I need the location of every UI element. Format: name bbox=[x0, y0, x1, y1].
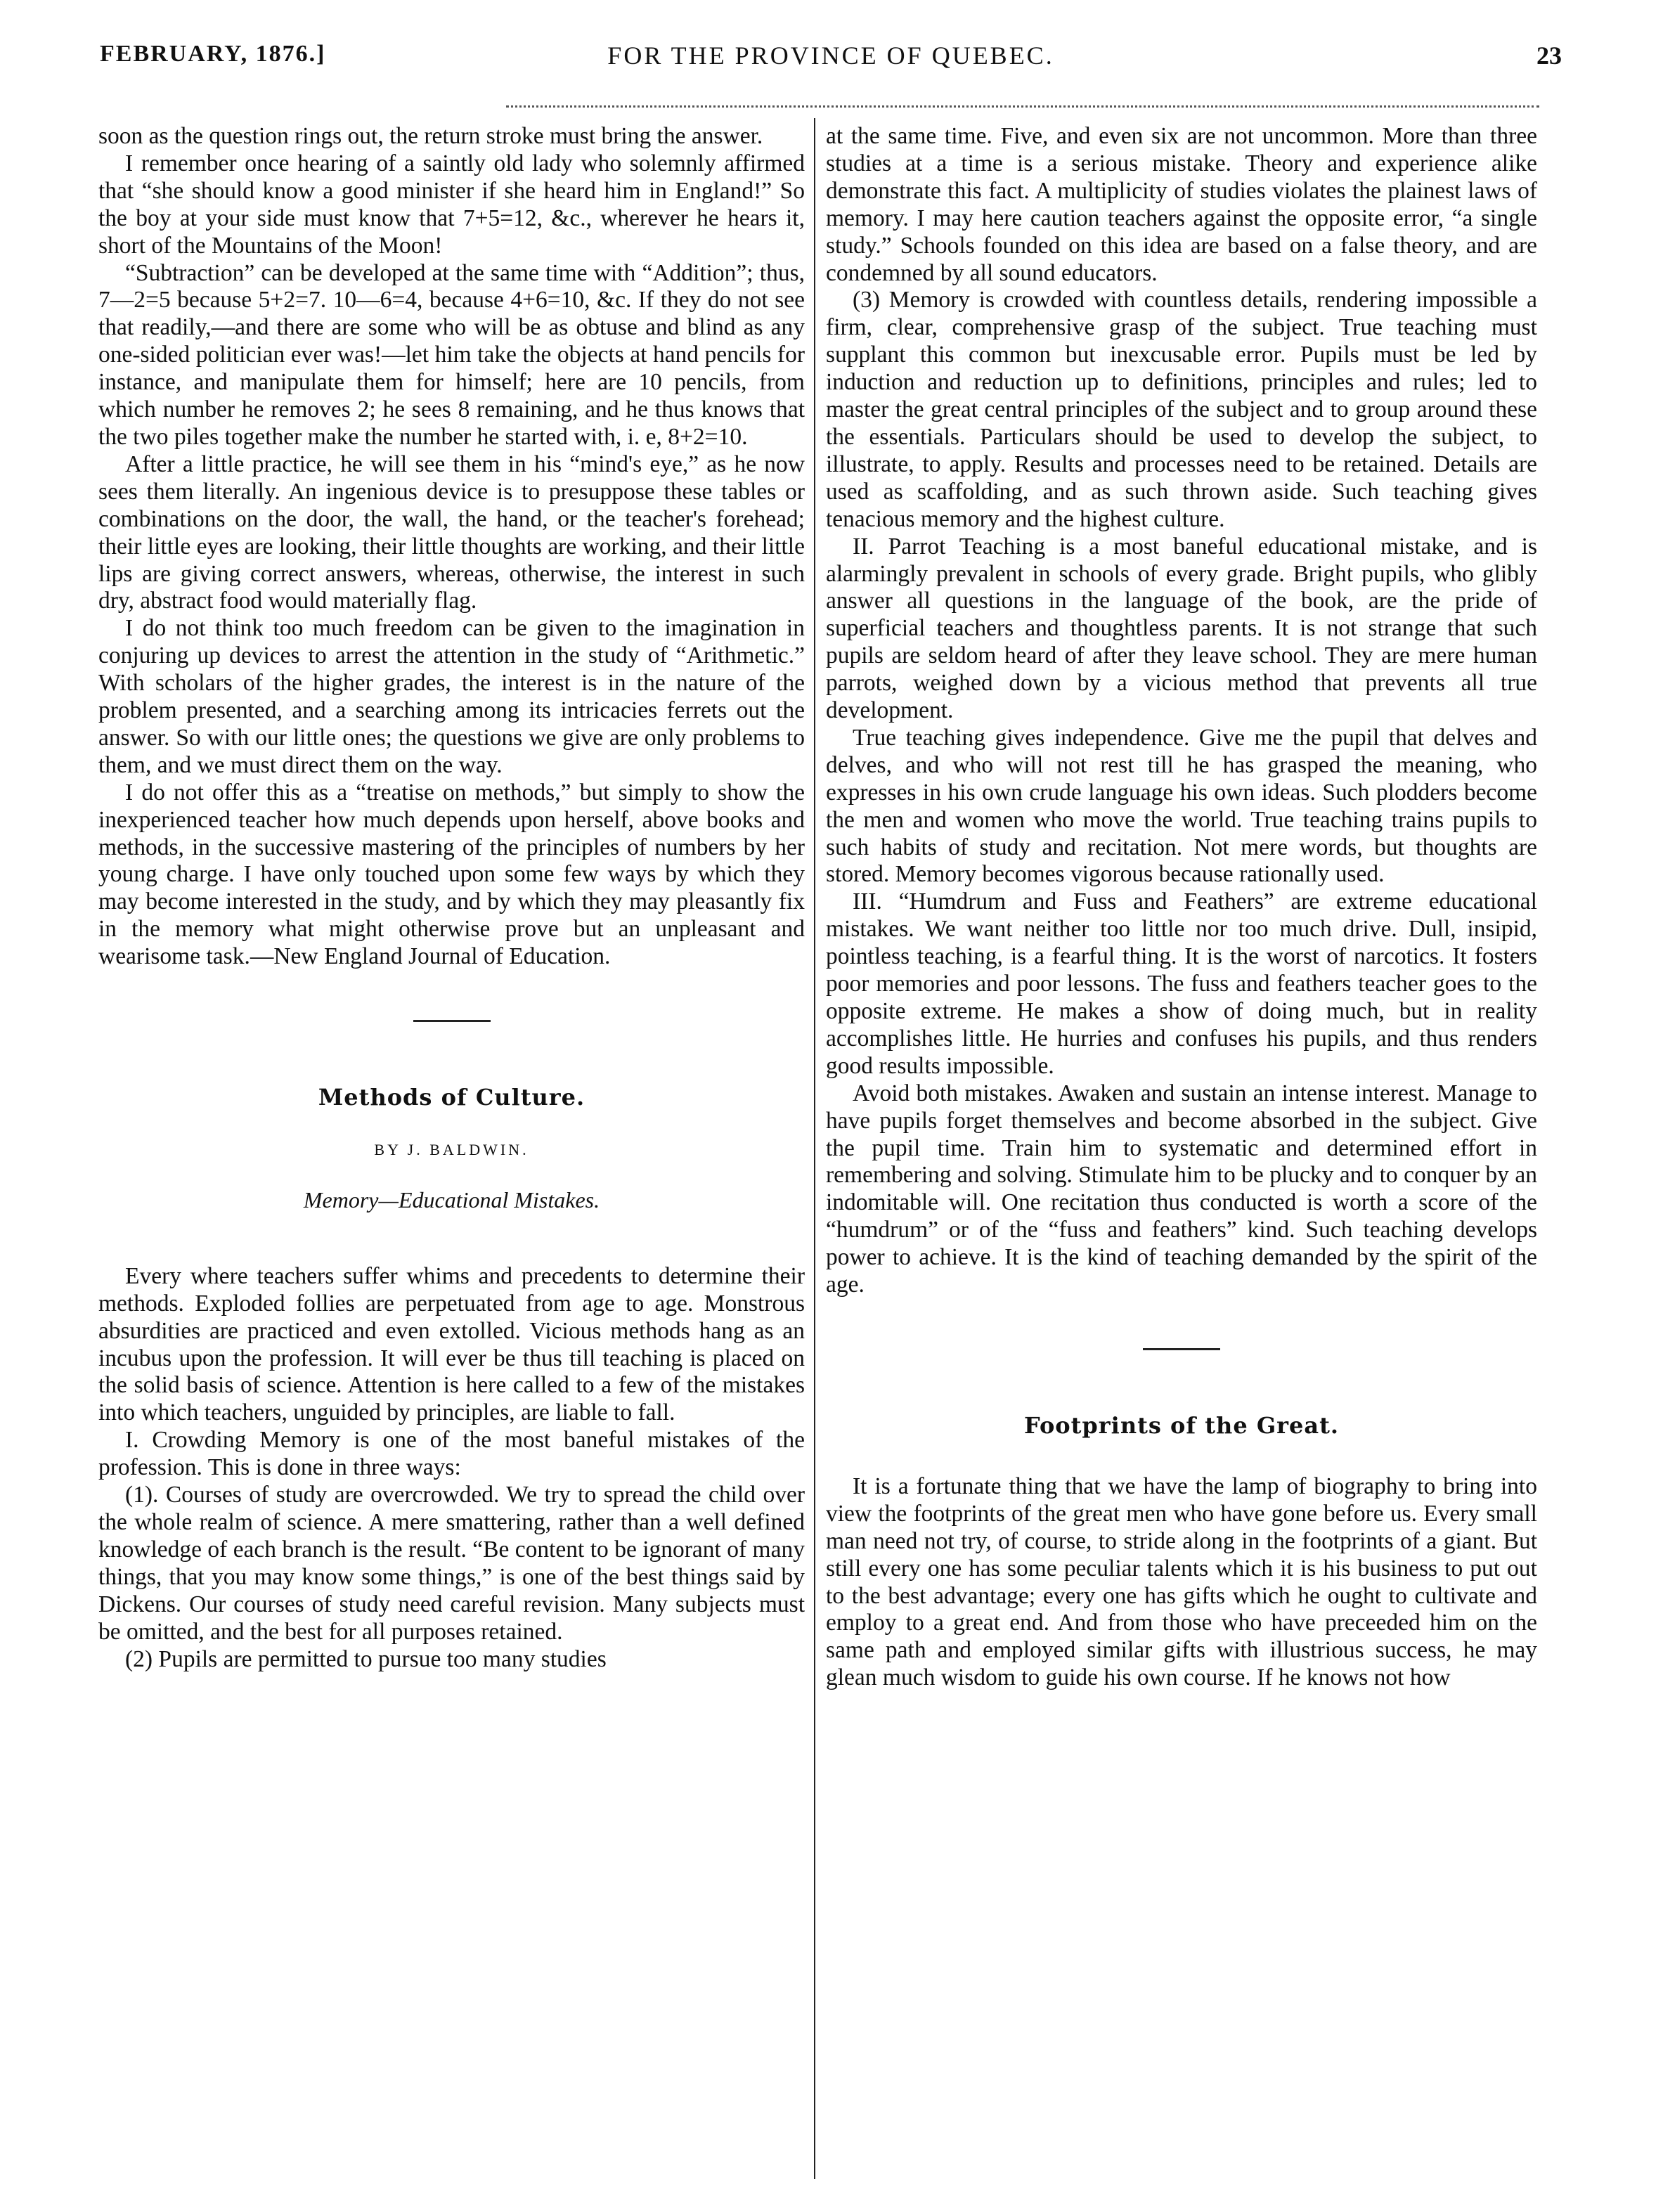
header-title: FOR THE PROVINCE OF QUEBEC. bbox=[607, 41, 1054, 70]
page-number: 23 bbox=[1536, 41, 1562, 70]
paragraph: True teaching gives independence. Give me the pupil that delves and delves, and who will not rest till he has grasped the meaning, who expresses in his own crude language his own ideas. Such plodders become the men and women who move the world. True teaching trains pupils to such habits of study and recitation. Not mere words, but thoughts are stored. Memory becomes vigorous because rationally used. bbox=[826, 724, 1537, 888]
article-title: Footprints of the Great. bbox=[1023, 1411, 1340, 1439]
paragraph: After a little practice, he will see them in his “mind's eye,” as he now sees them literally. An ingenious device is to presuppose these tables or combinations on the door, the wall, the hand, or the teacher's forehead; their little eyes are looking, their little thoughts are working, and their little lips are giving correct answers, whereas, otherwise, the interest in such dry, abstract food would materially flag. bbox=[98, 451, 805, 614]
paragraph: Avoid both mistakes. Awaken and sustain an intense interest. Manage to have pupils forget themselves and become absorbed in the subject. Give the pupil time. Train him to systematic and determined effort in remembering and solving. Stimulate him to be plucky and to conquer by an indomitable will. One recitation thus conducted is worth a score of the “humdrum” or of the “fuss and feathers” kind. Such teaching develops power to achieve. It is the kind of teaching demanded by the spirit of the age. bbox=[826, 1080, 1537, 1298]
paragraph: at the same time. Five, and even six are not uncommon. More than three studies at a time is a serious mistake. Theory and experience alike demonstrate this fact. A multiplicity of studies violates the plainest laws of memory. I may here caution teachers against the opposite error, “a single study.” Schools founded on this idea are based on a false theory, and are condemned by all sound educators. bbox=[826, 123, 1537, 286]
paragraph: II. Parrot Teaching is a most baneful educational mistake, and is alarmingly prevalent in schools of every grade. Bright pupils, who glibly answer all questions in the language of the book, are the pride of superficial teachers and thoughtless parents. It is not strange that such pupils are seldom heard of after they leave school. They are mere human parrots, weighed down by a vicious method that prevents all true development. bbox=[826, 533, 1537, 724]
paragraph: “Subtraction” can be developed at the same time with “Addition”; thus, 7—2=5 because 5+2=7. 10—6=4, because 4+6=10, &c. If they do not see that readily,—and there are some who will be as obtuse and blind as any one-sided politician ever was!—let him take the objects at hand pencils for instance, and manipulate them for himself; here are 10 pencils, from which number he removes 2; he sees 8 remaining, and he thus knows that the two piles together make the number he started with, i. e, 8+2=10. bbox=[98, 259, 805, 450]
paragraph: (2) Pupils are permitted to pursue too many studies bbox=[125, 1645, 607, 1672]
paragraph: Every where teachers suffer whims and precedents to determine their methods. Exploded follies are perpetuated from age to age. Monstrous absurdities are practiced and even extolled. Vicious methods hang as an incubus upon the profession. It will ever be thus till teaching is placed on the solid basis of science. Attention is here called to a few of the mistakes into which teachers, unguided by principles, are liable to fall. bbox=[98, 1262, 805, 1426]
article-byline: BY J. BALDWIN. bbox=[374, 1141, 529, 1158]
section-divider bbox=[1143, 1348, 1220, 1350]
header-rule bbox=[506, 105, 1539, 108]
paragraph: I do not offer this as a “treatise on methods,” but simply to show the inexperienced teacher how much depends upon herself, above books and methods, in the successive mastering of the principles of numbers by her young charge. I have only touched upon some few ways by which they may become interested in the study, and by which they may pleasantly fix in the memory what might otherwise prove but an unpleasant and wearisome task.—New England Journal of Education. bbox=[98, 779, 805, 970]
paragraph: III. “Humdrum and Fuss and Feathers” are extreme educational mistakes. We want neither too little nor too much drive. Dull, insipid, pointless teaching, is a fearful thing. It is the worst of narcotics. It fosters poor memories and poor lessons. The fuss and feathers teacher goes to the opposite extreme. He makes a show of doing much, but in reality accomplishes little. He hurries and confuses his pupils, and thus renders good results impossible. bbox=[826, 888, 1537, 1079]
column-divider bbox=[814, 118, 815, 2179]
paragraph: I do not think too much freedom can be given to the imagination in conjuring up devices to arrest the attention in the study of “Arithmetic.” With scholars of the higher grades, the interest is in the nature of the problem presented, and a searching among its intricacies ferrets out the answer. So with our little ones; the questions we give are only problems to them, and we must direct them on the way. bbox=[98, 615, 805, 778]
paragraph: (3) Memory is crowded with countless details, rendering impossible a firm, clear, comprehensive grasp of the subject. True teaching must supplant this common but inexcusable error. Pupils must be led by induction and reduction up to definitions, principles and rules; led to master the great central principles of the subject and to group around these the essentials. Particulars should be used to develop the subject, to illustrate, to apply. Results and processes need to be retained. Details are used as scaffolding, and as such thrown aside. Such teaching gives tenacious memory and the highest culture. bbox=[826, 287, 1537, 532]
left-column bbox=[98, 123, 805, 1673]
right-column bbox=[826, 123, 1537, 1692]
header-date: FEBRUARY, 1876.] bbox=[100, 41, 326, 67]
paragraph: It is a fortunate thing that we have the lamp of biography to bring into view the footprints of the great men who have gone before us. Every small man need not try, of course, to stride along in the footprints of a giant. But still every one has some peculiar talents which it is his business to put out to the best advantage; every one has gifts which he ought to cultivate and employ to a great end. And from those who have preceeded him on the same path and employed similar gifts with illustrious success, he may glean much wisdom to guide his own course. If he knows not how bbox=[826, 1473, 1537, 1691]
paragraph: (1). Courses of study are overcrowded. We try to spread the child over the whole realm of science. A mere smattering, rather than a well defined knowledge of each branch is the result. “Be content to be ignorant of many things, that you may know some things,” is one of the best things said by Dickens. Our courses of study need careful revision. Many subjects must be omitted, and the best for all purposes retained. bbox=[98, 1482, 805, 1645]
paragraph: soon as the question rings out, the return stroke must bring the answer. bbox=[98, 123, 763, 149]
paragraph: I. Crowding Memory is one of the most baneful mistakes of the profession. This is done in three ways: bbox=[98, 1427, 805, 1481]
section-divider bbox=[413, 1020, 491, 1022]
article-subtitle: Memory—Educational Mistakes. bbox=[303, 1186, 600, 1212]
paragraph: I remember once hearing of a saintly old lady who solemnly affirmed that “she should know a good minister if she heard him in England!” So the boy at your side must know that 7+5=12, &c., wherever he hears it, short of the Mountains of the Moon! bbox=[98, 150, 805, 259]
running-head bbox=[100, 41, 1562, 83]
article-title: Methods of Culture. bbox=[318, 1084, 585, 1111]
